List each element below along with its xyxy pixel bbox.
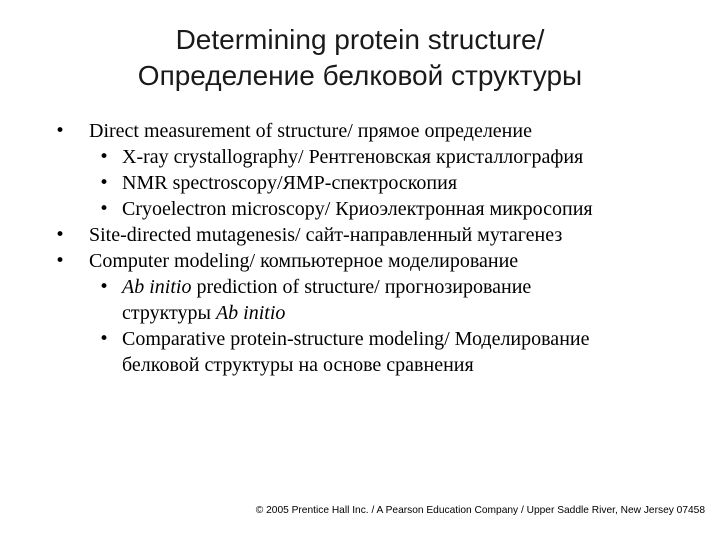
bullet-text: NMR spectroscopy/ЯМР-спектроскопия [122,172,458,194]
ab-initio-italic: Ab initio [215,302,286,324]
bullet-mutagenesis [0,222,720,248]
subbullet-xray [0,144,720,170]
bullet-direct-measurement [0,118,720,144]
ab-initio-italic: Ab initio [122,276,192,298]
bullet-text: Comparative protein-structure modeling/ Моделирование [122,328,590,350]
subbullet-ab-initio [0,274,720,300]
bullet-icon: • [55,251,66,271]
bullet-icon: • [55,225,66,245]
bullet-text: X-ray crystallography/ Рентгеновская кристаллография [122,146,584,168]
bullet-icon: • [99,173,110,193]
bullet-text: Site-directed mutagenesis/ сайт-направленный мутагенез [89,224,563,246]
slide-title [0,22,720,94]
bullet-computer-modeling [0,248,720,274]
title-russian: Определение белковой структуры [137,60,583,91]
bullet-text: Computer modeling/ компьютерное моделирование [89,250,519,272]
bullet-icon: • [55,121,66,141]
subbullet-comparative-continuation: белковой структуры на основе сравнения [122,354,474,376]
subbullet-comparative-modeling [0,326,720,352]
bullet-text: Cryoelectron microscopy/ Криоэлектронная микросопия [122,198,593,220]
bullet-text: Direct measurement of structure/ прямое определение [89,120,532,142]
bullet-text: prediction of structure/ прогнозирование [191,276,532,298]
subbullet-cryoem [0,196,720,222]
subbullet-ab-initio-continuation [0,300,720,326]
title-english: Determining protein structure/ [175,24,545,55]
subbullet-nmr [0,170,720,196]
bullet-list [0,118,720,378]
bullet-icon: • [99,277,110,297]
bullet-icon: • [99,199,110,219]
bullet-text: структуры [122,302,216,324]
bullet-icon: • [99,329,110,349]
bullet-icon: • [99,147,110,167]
copyright-footer: © 2005 Prentice Hall Inc. / A Pearson Education Company / Upper Saddle River, New Jersey 07458 [255,505,705,516]
